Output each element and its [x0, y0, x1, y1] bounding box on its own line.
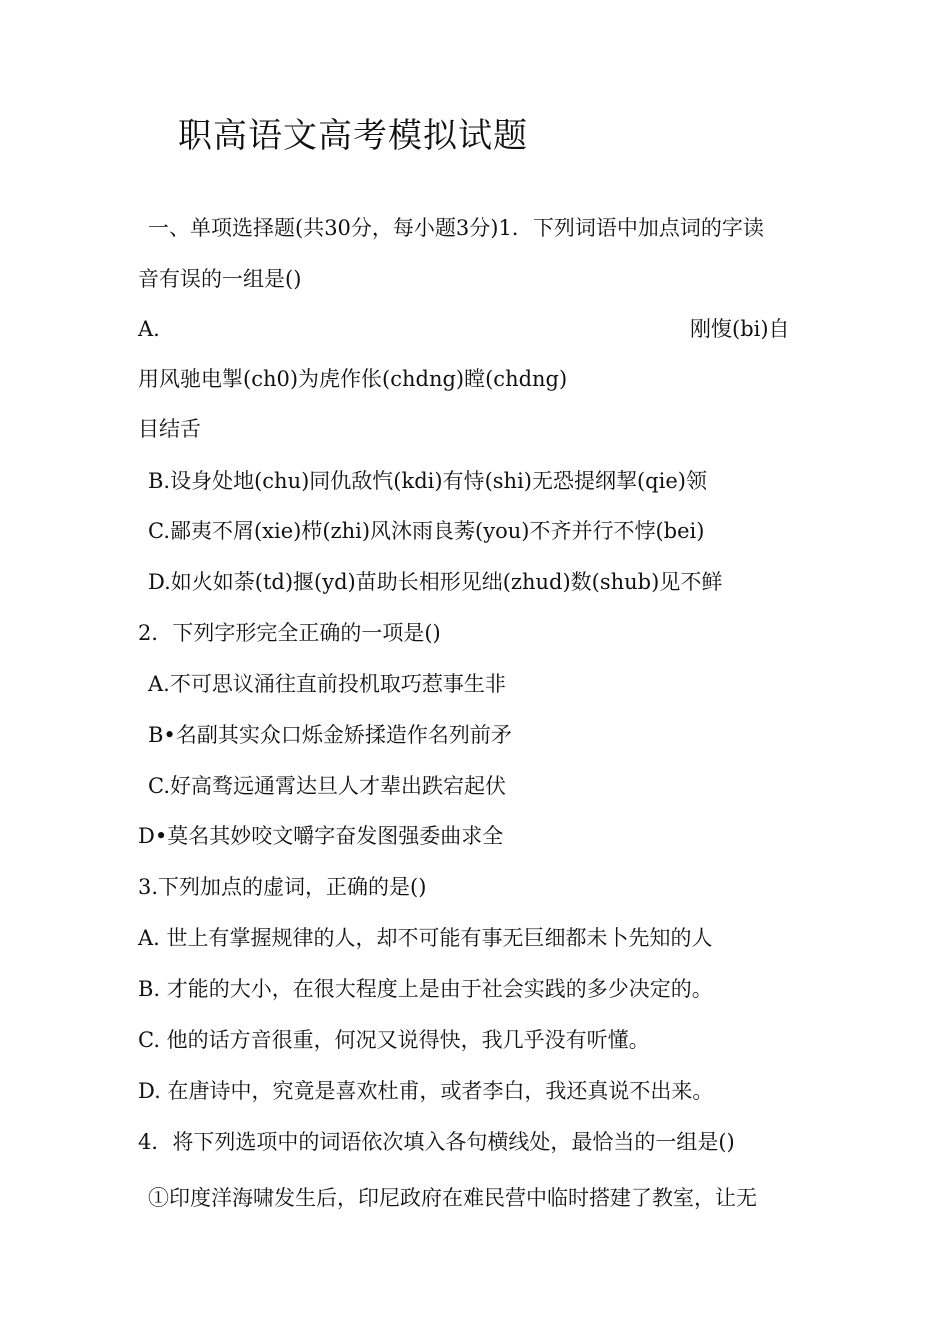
q3-option-b: B. 才能的大小，在很大程度上是由于社会实践的多少决定的。	[138, 977, 713, 1001]
question-2: 2．下列字形完全正确的一项是()	[138, 621, 441, 645]
q2-option-b: B•名副其实众口烁金矫揉造作名列前矛	[148, 723, 512, 747]
q4-item-1: ①印度洋海啸发生后，印尼政府在难民营中临时搭建了教室，让无	[148, 1186, 757, 1210]
q1-option-b: B.设身处地(chu)同仇敌忾(kdi)有恃(shi)无恐提纲挈(qie)领	[148, 469, 707, 493]
q2-option-a: A.不可思议涌往直前投机取巧惹事生非	[148, 672, 506, 696]
page-title: 职高语文高考模拟试题	[178, 116, 528, 156]
q2-option-d: D•莫名其妙咬文嚼字奋发图强委曲求全	[138, 824, 504, 848]
q1-option-d: D.如火如荼(td)揠(yd)苗助长相形见绌(zhud)数(shub)见不鲜	[148, 570, 723, 594]
q1-option-a-line2: 用风驰电掣(ch0)为虎作伥(chdng)瞠(chdng)	[138, 367, 568, 391]
section1-header: 一、单项选择题(共30分，每小题3分)1．下列词语中加点词的字读	[148, 216, 764, 240]
question-3: 3.下列加点的虚词，正确的是()	[138, 875, 427, 899]
q2-option-c: C.好高骛远通霄达旦人才辈出跌宕起伏	[148, 774, 506, 798]
q1-option-a-right: 刚愎(bi)自	[690, 317, 790, 341]
q1-option-a-line3: 目结舌	[138, 417, 201, 441]
q1-option-a-label: A.	[138, 317, 160, 341]
q1-option-c: C.鄙夷不屑(xie)栉(zhi)风沐雨良莠(you)不齐并行不悖(bei)	[148, 519, 705, 543]
q3-option-a: A. 世上有掌握规律的人，却不可能有事无巨细都未卜先知的人	[138, 926, 713, 950]
q3-option-c: C. 他的话方音很重，何况又说得快，我几乎没有听懂。	[138, 1028, 650, 1052]
question-4: 4．将下列选项中的词语依次填入各句横线处，最恰当的一组是()	[138, 1130, 735, 1154]
q3-option-d: D. 在唐诗中，究竟是喜欢杜甫，或者李白，我还真说不出来。	[138, 1079, 714, 1103]
question-1-continuation: 音有误的一组是()	[138, 267, 302, 291]
